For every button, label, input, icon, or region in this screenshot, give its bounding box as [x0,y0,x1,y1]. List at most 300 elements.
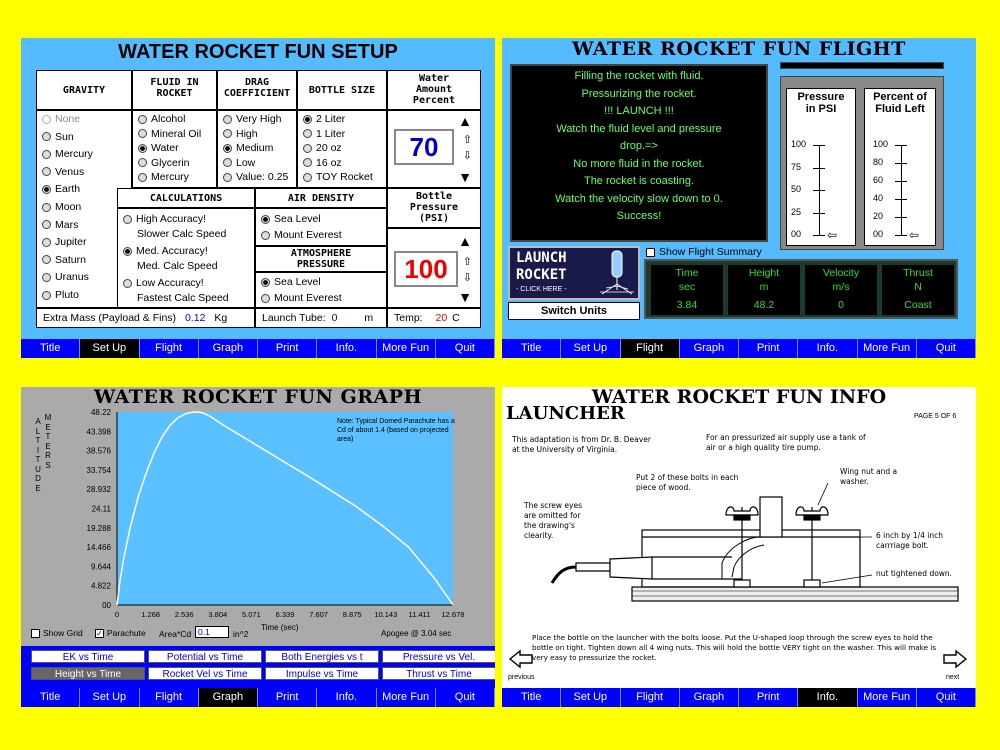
previous-button[interactable] [508,649,548,681]
radio-label: Sea Level [274,276,321,288]
x-tick-label: 10.143 [374,610,398,619]
message-screen [510,64,768,242]
radio-sun[interactable] [42,131,74,143]
ylabel-letter: E [45,441,51,451]
x-tick-label: 2.536 [174,610,194,619]
gravity-box [36,70,132,110]
y-tick-label: 14.466 [86,543,111,553]
radio-very-high[interactable] [223,113,282,125]
graph-title: WATER ROCKET FUN GRAPH [93,387,423,408]
launcher-diagram [502,387,976,627]
nav-more-fun[interactable]: More Fun [377,339,436,358]
readout-value: 3.84 [676,299,698,311]
water-header: Water Amount Percent [412,73,456,106]
radio-uranus[interactable] [42,271,89,283]
ylabel-letter: M [44,413,52,422]
launch-line3: - CLICK HERE - [516,286,567,293]
nav-title[interactable]: Title [502,688,561,707]
ylabel-letter: A [35,417,41,426]
x-tick-label: 3.804 [208,610,228,619]
fluid-box [132,70,217,110]
nav-quit[interactable]: Quit [436,688,495,707]
readout-unit: m [759,281,769,293]
flight-message: Filling the rocket with fluid. [574,70,704,82]
extra-mass-box [36,308,255,328]
radio-label: Mount Everest [274,292,342,304]
gauge-scale-line [819,145,820,235]
readout-time [651,265,723,315]
nav-flight[interactable]: Flight [140,339,199,358]
radio-mount-everest[interactable] [261,229,342,241]
radio-icon [223,129,232,138]
radio-mount-everest[interactable] [261,292,342,304]
gauge-tick-label: 40 [873,193,884,203]
pressure-up-arrow-icon[interactable]: ▲ [458,233,472,249]
graph-nav [21,688,495,707]
bottle-options [297,110,387,188]
atm-options [255,272,387,308]
graph-tab-height-vs-time[interactable]: Height vs Time [31,667,145,680]
gauge-tick-label: 100 [791,139,807,149]
radio-icon [42,150,51,159]
nav-title[interactable]: Title [502,339,561,358]
drag-options [217,110,297,188]
radio-2-liter[interactable] [303,113,345,125]
flight-message: Success! [616,210,662,222]
radio-label: Pluto [55,289,79,301]
nav-info[interactable]: Info. [317,688,376,707]
radio-icon [42,220,51,229]
y-tick-label: 4.822 [90,581,111,591]
nav-set-up[interactable]: Set Up [80,339,139,358]
pressure-down-arrow-icon[interactable]: ▼ [458,289,472,305]
radio-label: Alcohol [151,113,186,125]
nav-print[interactable]: Print [258,688,317,707]
drag-box [217,70,297,110]
nav-info[interactable]: Info. [798,688,857,707]
pressure-gauge [786,88,856,246]
radio-icon [303,115,312,124]
x-tick-label: 1.268 [141,610,160,619]
radio-label: Mount Everest [274,229,342,241]
right-arrow-icon [942,649,968,669]
ylabel-letter: D [35,474,41,483]
calc-option-high-accuracy[interactable] [123,213,253,240]
flight-message: Pressurizing the rocket. [581,87,697,100]
temp-unit: C [452,312,460,324]
left-arrow-icon [508,649,534,669]
ylabel-letter: E [35,483,41,493]
air-options [255,208,387,246]
area-label: Area*Cd [159,629,192,639]
temp-label: Temp: [394,312,423,324]
fluid-options [132,110,217,188]
radio-1-liter[interactable] [303,128,345,140]
nav-set-up[interactable]: Set Up [561,688,620,707]
nav-info[interactable]: Info. [798,339,857,358]
next-button[interactable] [942,649,974,681]
radio-icon [138,158,147,167]
radio-label: Earth [55,183,81,196]
readout-thrust [882,265,954,315]
calc-sublabel: Med. Calc Speed [137,260,218,272]
flight-message: Watch the fluid level and pressure [556,122,722,135]
intro-right: For an pressurized air supply use a tank of air or a high quality tire pump. [706,433,866,452]
checkbox-icon [31,629,40,638]
nav-more-fun[interactable]: More Fun [377,688,436,707]
radio-icon [42,115,51,124]
radio-icon [42,238,51,247]
radio-icon [261,231,270,240]
radio-icon [303,158,312,167]
water-box [387,70,481,110]
launch-tube-unit: m [364,312,374,324]
checkbox-icon [646,248,655,257]
calc-options [117,208,255,308]
radio-icon [138,144,147,153]
radio-label: Mineral Oil [151,127,202,140]
graph-tab-ek-vs-time[interactable]: EK vs Time [31,650,145,663]
checkbox-checked-icon: ✓ [96,628,103,638]
radio-icon [303,144,312,153]
nut-note: nut tightened down. [876,569,953,578]
water-down-arrow-icon[interactable]: ▼ [458,169,472,185]
radio-label: Sea Level [274,213,321,225]
graph-tab-rocket-vel-vs-time[interactable]: Rocket Vel vs Time [148,667,262,680]
info-panel [502,387,976,707]
launch-line1: LAUNCH [516,250,567,266]
radio-label: Very High [236,113,282,125]
radio-icon [303,173,312,182]
flight-message: The rocket is coasting. [583,175,695,187]
bottle-box [297,70,387,110]
radio-icon [42,273,51,282]
y-tick-label: 19.288 [86,523,111,533]
nav-graph[interactable]: Graph [199,339,258,358]
readout-strip [644,259,958,319]
flight-panel [502,38,976,358]
radio-label: Jupiter [55,236,87,249]
radio-saturn[interactable] [42,254,86,266]
graph-tab-thrust-vs-time[interactable]: Thrust vs Time [382,667,495,680]
nav-info[interactable]: Info. [317,339,376,358]
readout-value: 0 [838,299,844,311]
calc-sublabel: Fastest Calc Speed [137,292,229,304]
x-axis-label: Time (sec) [261,623,299,632]
nav-print[interactable]: Print [739,688,798,707]
info-nav [502,688,976,707]
temp-value[interactable]: 20 [435,312,448,324]
x-tick-label: 5.071 [242,610,261,619]
graph-tab-pressure-vs-vel[interactable]: Pressure vs Vel. [382,650,495,663]
radio-label: Moon [55,201,82,213]
previous-label: previous [508,674,535,681]
area-unit: in^2 [233,629,249,639]
radio-high[interactable] [223,128,258,140]
nav-quit[interactable]: Quit [917,688,976,707]
parachute-checkbox[interactable] [95,628,146,638]
nav-print[interactable]: Print [258,339,317,358]
radio-icon [138,173,147,182]
radio-icon [42,185,51,194]
y-tick-label: 33.754 [86,465,111,475]
gauge-tick-label: 50 [791,184,802,194]
calc-box [117,188,255,208]
radio-icon [42,255,51,264]
calc-header: CALCULATIONS [149,193,223,204]
pressure-gauge-label: Pressure in PSI [797,91,845,115]
radio-glycerin[interactable] [138,157,190,169]
radio-label: Water [151,142,179,154]
radio-icon [303,129,312,138]
pressure-box [387,188,481,228]
radio-icon [42,167,51,176]
launch-tube-label: Launch Tube: [262,312,326,324]
page-indicator: PAGE 5 OF 6 [914,413,957,420]
pressure-value[interactable]: 100 [394,251,458,287]
x-tick-label: 8.875 [342,610,362,619]
radio-earth[interactable] [42,183,80,195]
water-control [387,110,481,188]
nav-flight[interactable]: Flight [140,688,199,707]
radio-water[interactable] [138,142,179,154]
drag-header: DRAG COEFFICIENT [223,77,291,99]
gauge-tick-label: 00 [873,229,884,239]
graph-tab-impulse-vs-time[interactable]: Impulse vs Time [265,667,379,680]
ylabel-letter: U [35,464,41,474]
radio-mercury[interactable] [138,171,189,183]
nav-flight[interactable]: Flight [621,688,680,707]
radio-alcohol[interactable] [138,113,185,125]
nav-flight[interactable]: Flight [621,339,680,358]
ylabel-letter: S [45,460,51,470]
area-input[interactable]: 0.1 [195,626,229,638]
readout-label: Velocity [822,267,860,279]
bolt-size-note: 6 inch by 1/4 inch carrriage bolt. [876,531,944,550]
fluid-gauge-label: Percent of Fluid Left [873,91,927,115]
bottle-header: BOTTLE SIZE [308,85,376,96]
readout-label: Time [675,267,699,279]
extra-mass-value[interactable]: 0.12 [184,312,206,324]
radio-none[interactable] [42,113,80,125]
radio-20-oz[interactable] [303,142,342,154]
nav-print[interactable]: Print [739,339,798,358]
pressure-header: Bottle Pressure (PSI) [409,191,459,224]
readout-value: 48.2 [753,299,775,311]
radio-icon [123,215,132,224]
nav-graph[interactable]: Graph [680,339,739,358]
apogee-readout: Apogee @ 3.04 sec [381,629,452,638]
radio-icon [223,173,232,182]
extra-mass-label: Extra Mass (Payload & Fins) [43,312,177,324]
flight-message: drop.=> [620,140,658,152]
water-step-down-icon[interactable]: ⇩ [462,150,472,162]
radio-label: Glycerin [151,156,190,169]
readout-unit: m/s [832,281,850,293]
gauge-tick-label: 80 [873,157,884,167]
pressure-step-down-icon[interactable]: ⇩ [462,272,472,284]
setup-title: WATER ROCKET FUN SETUP [118,41,398,63]
radio-label: 20 oz [316,142,342,154]
radio-icon [261,215,270,224]
bolts-note: Put 2 of these bolts in each piece of wood. [636,473,739,492]
radio-label: Medium [236,142,274,154]
calc-label: High Accuracy! [136,213,207,225]
radio-label: Low [236,156,256,169]
ylabel-letter: T [35,436,41,445]
parachute-label: Parachute [107,628,146,638]
readout-value: Coast [904,299,932,311]
launch-tube-value[interactable]: 0 [331,312,338,324]
nav-quit[interactable]: Quit [917,339,976,358]
radio-toy-rocket[interactable] [303,171,373,183]
gauge-tick-label: 60 [873,175,884,185]
radio-label: Saturn [55,253,86,266]
nav-quit[interactable]: Quit [436,339,495,358]
readout-unit: sec [678,281,696,293]
calc-sublabel: Slower Calc Speed [137,228,227,240]
gauge-scale-line [901,145,902,235]
rocket-launch-icon [598,248,638,298]
x-tick-label: 7.607 [309,610,328,619]
radio-venus[interactable] [42,166,84,178]
setup-panel [21,38,495,358]
radio-icon [42,203,51,212]
nav-more-fun[interactable]: More Fun [858,688,917,707]
water-step-up-icon[interactable]: ⇧ [462,134,472,146]
switch-units-button[interactable]: Switch Units [508,302,640,320]
nav-graph[interactable]: Graph [199,688,258,707]
nav-graph[interactable]: Graph [680,688,739,707]
ylabel-letter: E [45,422,51,432]
radio-label: 1 Liter [316,127,346,140]
y-tick-label: 9.644 [90,562,111,572]
radio-icon [123,247,132,256]
ylabel-letter: R [45,451,51,460]
launch-tube-box [255,308,387,328]
pressure-step-up-icon[interactable]: ⇧ [462,256,472,268]
setup-nav [21,339,495,358]
y-tick-label: 00 [102,601,111,610]
radio-icon [223,115,232,124]
radio-label: Uranus [55,271,89,284]
radio-mars[interactable] [42,219,78,231]
calc-option-med-accuracy[interactable] [123,245,253,272]
radio-jupiter[interactable] [42,236,87,248]
pressure-control [387,228,481,308]
gauge-pointer-icon: ⇦ [909,228,920,242]
launch-line2: ROCKET [516,267,567,283]
flight-message: Watch the velocity slow down to 0. [555,192,723,205]
x-tick-label: 0 [114,610,120,619]
flight-nav [502,339,976,358]
fluid-header: FLUID IN ROCKET [150,77,199,99]
readout-label: Height [748,267,780,279]
radio-label: 2 Liter [316,113,346,125]
radio-icon [223,158,232,167]
intro-left: This adaptation is from Dr. B. Deaver at the University of Virginia. [512,435,651,454]
ylabel-letter: T [35,455,41,464]
flight-progress-bar [780,62,944,69]
nav-set-up[interactable]: Set Up [80,688,139,707]
gravity-header: GRAVITY [62,85,106,96]
radio-label: Value: 0.25 [236,171,289,183]
y-tick-label: 38.576 [86,446,111,456]
readout-unit: N [914,281,922,293]
radio-icon [138,129,147,138]
radio-label: 16 oz [316,156,342,169]
radio-value-0-25[interactable] [223,171,288,183]
y-tick-label: 43.398 [86,427,111,437]
show-grid-checkbox[interactable] [31,628,83,638]
gauge-tick-label: 25 [791,206,802,217]
x-tick-label: 11.411 [408,610,431,619]
atm-box [255,246,387,272]
gauge-tick-label: 20 [873,211,884,221]
flight-title: WATER ROCKET FUN FLIGHT [572,38,906,60]
y-tick-label: 48.22 [90,408,111,417]
water-value[interactable]: 70 [394,129,454,165]
radio-label: TOY Rocket [316,171,373,183]
radio-label: Mars [55,218,79,231]
ylabel-letter: L [35,426,41,436]
radio-sea-level[interactable] [261,276,321,288]
flight-message: No more fluid in the rocket. [573,157,705,170]
gauge-tick-label: 00 [791,229,802,239]
air-header: AIR DENSITY [287,193,355,204]
nav-more-fun[interactable]: More Fun [858,339,917,358]
radio-icon [261,294,270,303]
radio-icon [123,279,132,288]
x-tick-label: 6.339 [275,610,295,619]
calc-option-low-accuracy[interactable] [123,277,253,304]
nav-title[interactable]: Title [21,339,80,358]
water-up-arrow-icon[interactable]: ▲ [458,113,472,129]
radio-label: Mercury [55,148,93,161]
nav-set-up[interactable]: Set Up [561,339,620,358]
gauge-tick-label: 75 [791,161,802,172]
chart-note: Note: Typical Domed Parachute has a Cd of about 1.4 (based on projected area) [337,418,455,443]
gauge-tick [895,235,907,236]
radio-label: Sun [55,130,74,143]
nav-title[interactable]: Title [21,688,80,707]
radio-pluto[interactable] [42,289,79,301]
graph-tab-potential-vs-time[interactable]: Potential vs Time [148,650,262,663]
air-box [255,188,387,208]
ylabel-letter: T [45,432,51,441]
wingnut-note: Wing nut and a washer. [840,467,898,486]
show-grid-label: Show Grid [43,628,83,638]
graph-tab-both-energies-vs-t[interactable]: Both Energies vs t [265,650,379,663]
radio-medium[interactable] [223,142,273,154]
radio-16-oz[interactable] [303,157,342,169]
summary-label: Show Flight Summary [659,246,762,258]
radio-mineral-oil[interactable] [138,128,201,140]
y-tick-label: 28.932 [86,485,111,495]
summary-checkbox[interactable] [646,246,762,258]
radio-label: High [236,127,258,140]
radio-mercury[interactable] [42,148,93,160]
radio-sea-level[interactable] [261,213,321,225]
gauge-tick [813,235,825,236]
radio-label: Mercury [151,171,189,183]
graph-tab-area [21,646,495,688]
radio-low[interactable] [223,157,255,169]
radio-icon [42,291,51,300]
launch-rocket-button[interactable] [508,246,640,300]
screw-eyes-note: The screw eyes are omitted for the drawing's clearity. [524,501,582,540]
radio-moon[interactable] [42,201,81,213]
